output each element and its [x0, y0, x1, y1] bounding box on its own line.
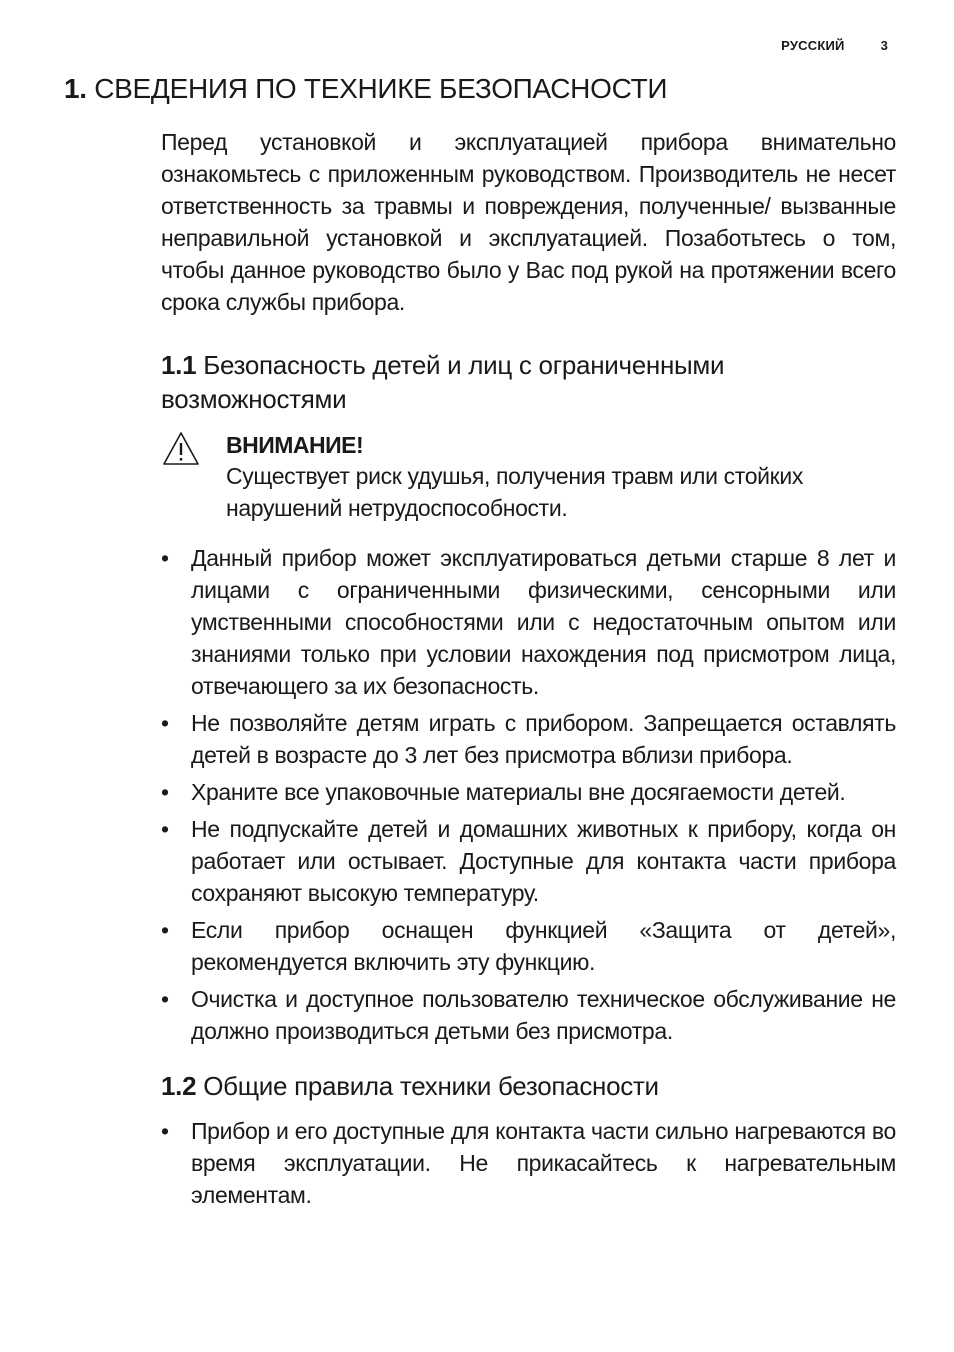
list-item-text: Данный прибор может эксплуатироваться детьми старше 8 лет и лицами с ограниченными физическими, сенсорными или умственными способностями или с недостаточным опытом или знаниями только при условии нахождения под присмотром лица, отвечающего за их безопасность. [191, 545, 896, 699]
bullet: • [161, 545, 169, 571]
list-item [161, 776, 896, 808]
list-item [161, 1115, 896, 1211]
warning-title: ВНИМАНИЕ! [226, 432, 364, 458]
list-item-text: Если прибор оснащен функцией «Защита от детей», рекомендуется включить эту функцию. [191, 917, 896, 975]
list-item [161, 983, 896, 1047]
subsection-2-number: 1.2 [161, 1071, 197, 1101]
list-item [161, 813, 896, 909]
list-item-text: Храните все упаковочные материалы вне досягаемости детей. [191, 779, 846, 805]
subsection-2-list [161, 1115, 896, 1211]
section-title-text: СВЕДЕНИЯ ПО ТЕХНИКЕ БЕЗОПАСНОСТИ [94, 73, 668, 104]
bullet: • [161, 986, 169, 1012]
subsection-1-title: Безопасность детей и лиц с ограниченными возможностями [161, 350, 725, 414]
section-title [64, 72, 667, 106]
list-item-text: Не подпускайте детей и домашних животных к прибору, когда он работает или остывает. Доступные для контакта части прибора сохраняют высокую температуру. [191, 816, 896, 906]
list-item-text: Не позволяйте детям играть с прибором. Запрещается оставлять детей в возрасте до 3 лет без присмотра вблизи прибора. [191, 710, 896, 768]
page-number: 3 [880, 38, 888, 53]
list-item [161, 914, 896, 978]
subsection-2-title: Общие правила техники безопасности [203, 1071, 659, 1101]
warning-body [226, 430, 896, 524]
list-item [161, 542, 896, 702]
bullet: • [161, 710, 169, 736]
bullet: • [161, 917, 169, 943]
list-item-text: Прибор и его доступные для контакта части сильно нагреваются во время эксплуатации. Не прикасайтесь к нагревательным элементам. [191, 1118, 896, 1208]
warning-box [161, 430, 896, 524]
page-header [781, 38, 888, 53]
bullet: • [161, 1118, 169, 1144]
bullet: • [161, 816, 169, 842]
warning-triangle-icon [161, 430, 201, 468]
language-label: РУССКИЙ [781, 38, 845, 53]
warning-text: Существует риск удушья, получения травм или стойких нарушений нетрудоспособности. [226, 463, 804, 521]
main-content [161, 126, 896, 1216]
list-item [161, 707, 896, 771]
subsection-1-heading [161, 348, 896, 416]
subsection-1-number: 1.1 [161, 350, 197, 380]
bullet: • [161, 779, 169, 805]
intro-paragraph: Перед установкой и эксплуатацией прибора внимательно ознакомьтесь с приложенным руководством. Производитель не несет ответственность за травмы и повреждения, полученные/ вызванные неправильной установкой и эксплуатацией. Позаботьтесь о том, чтобы данное руководство было у Вас под рукой на протяжении всего срока службы прибора. [161, 129, 896, 315]
list-item-text: Очистка и доступное пользователю техническое обслуживание не должно производиться детьми без присмотра. [191, 986, 896, 1044]
subsection-2-heading [161, 1069, 896, 1103]
section-number: 1. [64, 73, 87, 104]
subsection-1-list [161, 542, 896, 1047]
